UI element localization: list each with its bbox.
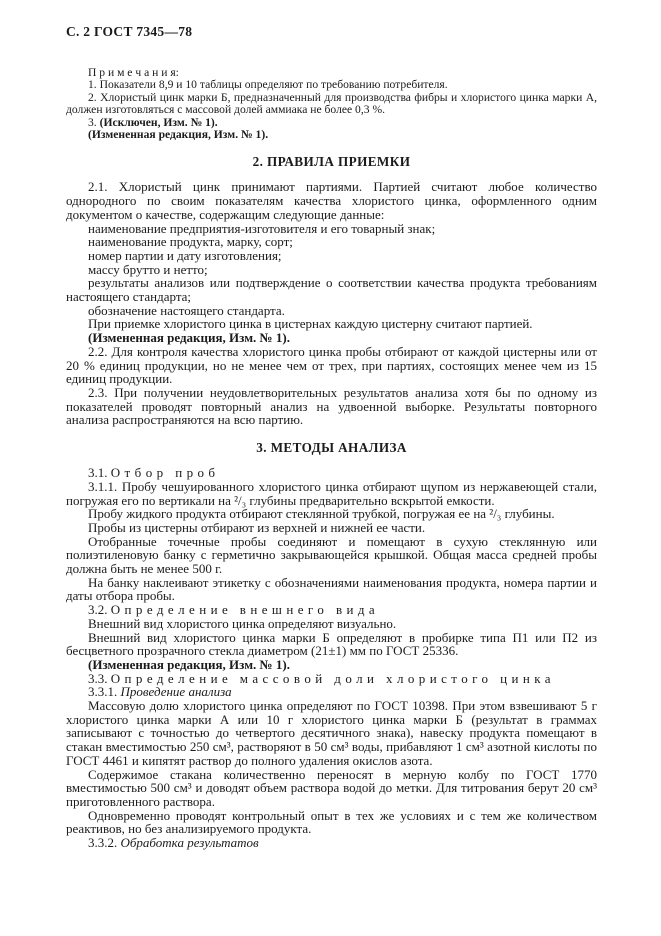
subsection-3-3-label: Определение массовой доли хлористого цинка xyxy=(110,670,555,686)
paragraph-appearance-tube: Внешний вид хлористого цинка марки Б определяют в пробирке типа П1 или П2 из бесцветного прозрачного стекла диаметром (21±1) мм по ГОСТ 25336. xyxy=(66,629,597,659)
subsection-3-1-label: Отбор проб xyxy=(110,465,220,481)
subsection-3-3-number: 3.3. xyxy=(88,670,111,686)
paragraph-2-2: 2.2. Для контроля качества хлористого цинка пробы отбирают от каждой цистерны или от 20 % единиц продукции, но не менее чем от трех, при партиях, состоящих менее чем из 15 единиц продукции. xyxy=(66,343,597,387)
paragraph-3-1-1: 3.1.1. Пробу чешуированного хлористого цинка отбирают щупом из нержавеющей стали, погружая его по вертикали на ²/₃ глубины предварительно вскрытой емкости. xyxy=(66,478,597,508)
note-item-1: 1. Показатели 8,9 и 10 таблицы определяют по требованию потребителя. xyxy=(88,78,448,92)
note-3-text: (Исключен, Изм. № 1). xyxy=(99,115,218,129)
section-3-amendment: (Измененная редакция, Изм. № 1). xyxy=(88,656,290,672)
list-line-2: наименование продукта, марку, сорт; xyxy=(88,234,293,250)
paragraph-2-1: 2.1. Хлористый цинк принимают партиями. Партией считают любое количество однородного по своим показателям качества хлористого цинка, оформленного одним документом о качестве, содержащим следующие данные: xyxy=(66,179,597,222)
page-header: С. 2 ГОСТ 7345—78 xyxy=(66,24,193,39)
paragraph-acceptance-cisterns: При приемке хлористого цинка в цистернах каждую цистерну считают партией. xyxy=(88,316,533,332)
list-line-6: обозначение настоящего стандарта. xyxy=(88,302,285,318)
subsection-3-3-2-number: 3.3.2. xyxy=(88,835,121,851)
section-2-amendment: (Измененная редакция, Изм. № 1). xyxy=(88,330,290,346)
page-content xyxy=(66,24,597,850)
note-item-2: 2. Хлористый цинк марки Б, предназначенный для производства фибры и хлористого цинка марки А, должен изготовляться с массовой долей аммиака не более 0,3 %. xyxy=(66,90,597,117)
subsection-3-3-1-title xyxy=(66,685,597,699)
note-3-number: 3. xyxy=(88,115,100,129)
list-line-3: номер партии и дату изготовления; xyxy=(88,247,282,263)
paragraph-cistern-sample: Пробы из цистерны отбирают из верхней и нижней ее части. xyxy=(88,519,426,535)
paragraph-appearance-visual: Внешний вид хлористого цинка определяют визуально. xyxy=(88,615,397,631)
section-3-heading: 3. МЕТОДЫ АНАЛИЗА xyxy=(256,440,407,456)
list-line-1: наименование предприятия-изготовителя и его товарный знак; xyxy=(88,220,436,236)
paragraph-control-test: Одновременно проводят контрольный опыт в тех же условиях и с тем же количеством реактивов, но без анализируемого продукта. xyxy=(66,807,597,837)
subsection-3-2-label: Определение внешнего вида xyxy=(110,602,380,618)
subsection-3-3-1-number: 3.3.1. xyxy=(88,684,121,700)
notes-amendment: (Измененная редакция, Изм. № 1). xyxy=(88,128,269,142)
list-line-4: массу брутто и нетто; xyxy=(88,261,208,277)
paragraph-liquid-sample: Пробу жидкого продукта отбирают стеклянной трубкой, погружая ее на ²/₃ глубины. xyxy=(88,506,555,522)
subsection-3-1-title xyxy=(66,466,597,480)
section-3-body xyxy=(66,466,597,850)
notes-block xyxy=(66,67,597,141)
paragraph-2-3: 2.3. При получении неудовлетворительных результатов анализа хотя бы по одному из показателей проводят повторный анализ на удвоенной выборке. Результаты повторного анализа распространяются на всю партию. xyxy=(66,384,597,428)
subsection-3-2-title xyxy=(66,603,597,617)
list-line-5: результаты анализов или подтверждение о соответствии качества продукта требованиям настоящего стандарта; xyxy=(66,275,597,305)
subsection-3-1-number: 3.1. xyxy=(88,465,111,481)
section-2-body xyxy=(66,180,597,427)
subsection-3-3-2-title xyxy=(66,836,597,850)
subsection-3-3-title xyxy=(66,672,597,686)
section-2-heading: 2. ПРАВИЛА ПРИЕМКИ xyxy=(252,154,411,170)
paragraph-combined-sample: Отобранные точечные пробы соединяют и помещают в сухую стеклянную или полиэтиленовую банку с герметично закрывающейся крышкой. Общая масса средней пробы должна быть не менее 500 г. xyxy=(66,533,597,577)
subsection-3-2-number: 3.2. xyxy=(88,602,111,618)
notes-title: П р и м е ч а н и я: xyxy=(88,66,179,79)
subsection-3-3-2-label: Обработка результатов xyxy=(120,835,259,851)
paragraph-label-jar: На банку наклеивают этикетку с обозначениями наименования продукта, номера партии и даты отбора пробы. xyxy=(66,574,597,604)
paragraph-flask-transfer: Содержимое стакана количественно переносят в мерную колбу по ГОСТ 1770 вместимостью 500 см³ и доводят объем раствора водой до метки. Для титрования берут 20 см³ приготовленного раствора. xyxy=(66,766,597,809)
paragraph-mass-fraction-method: Массовую долю хлористого цинка определяют по ГОСТ 10398. При этом взвешивают 5 г хлористого цинка марки А или 10 г хлористого цинка марки Б (результат в граммах записывают с точностью до четвертого десятичного знака), навеску продукта помещают в стакан вместимостью 250 см³, растворяют в 50 см³ воды, прибавляют 1 см³ азотной кислоты по ГОСТ 4461 и кипятят раствор до полного удаления окислов азота. xyxy=(66,698,597,768)
subsection-3-3-1-label: Проведение анализа xyxy=(120,684,232,700)
